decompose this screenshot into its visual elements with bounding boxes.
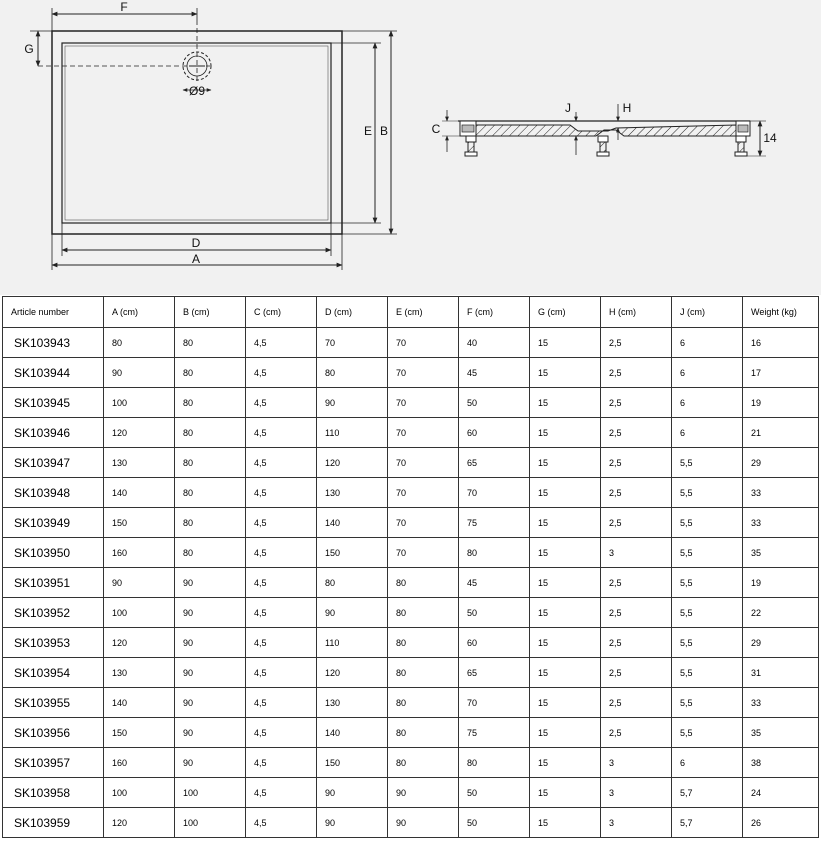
dim-a-label: A bbox=[191, 252, 201, 266]
cell-article-number: SK103943 bbox=[3, 328, 104, 358]
column-header-weight: Weight (kg) bbox=[743, 297, 819, 328]
dim-c-label: C bbox=[431, 122, 441, 136]
cell-j: 6 bbox=[672, 328, 743, 358]
dim-g-label: G bbox=[24, 42, 34, 56]
cell-c: 4,5 bbox=[246, 568, 317, 598]
cell-a: 100 bbox=[104, 778, 175, 808]
cell-d: 80 bbox=[317, 358, 388, 388]
tray-right-lip bbox=[738, 125, 748, 132]
cell-a: 150 bbox=[104, 508, 175, 538]
cell-f: 75 bbox=[459, 718, 530, 748]
cell-h: 2,5 bbox=[601, 328, 672, 358]
cell-d: 120 bbox=[317, 448, 388, 478]
cell-e: 70 bbox=[388, 418, 459, 448]
cell-a: 140 bbox=[104, 688, 175, 718]
cell-h: 2,5 bbox=[601, 448, 672, 478]
cell-f: 50 bbox=[459, 388, 530, 418]
table-row bbox=[3, 388, 819, 418]
cell-article-number: SK103957 bbox=[3, 748, 104, 778]
cell-e: 80 bbox=[388, 718, 459, 748]
leg-left bbox=[465, 136, 477, 156]
leg-right bbox=[735, 136, 747, 156]
dim-e-label: E bbox=[363, 124, 373, 138]
cell-f: 45 bbox=[459, 358, 530, 388]
cell-h: 2,5 bbox=[601, 358, 672, 388]
cell-g: 15 bbox=[530, 328, 601, 358]
cell-article-number: SK103959 bbox=[3, 808, 104, 838]
dim-j-label: J bbox=[565, 101, 571, 115]
cell-c: 4,5 bbox=[246, 748, 317, 778]
cell-j: 5,5 bbox=[672, 478, 743, 508]
dim-drain-diameter-label: Ø9 bbox=[188, 84, 206, 98]
table-row bbox=[3, 718, 819, 748]
cell-c: 4,5 bbox=[246, 598, 317, 628]
specification-table bbox=[2, 296, 819, 838]
cell-h: 2,5 bbox=[601, 568, 672, 598]
cell-g: 15 bbox=[530, 388, 601, 418]
cell-f: 70 bbox=[459, 478, 530, 508]
cell-a: 160 bbox=[104, 748, 175, 778]
cell-g: 15 bbox=[530, 748, 601, 778]
cell-weight: 26 bbox=[743, 808, 819, 838]
table-row bbox=[3, 358, 819, 388]
dim-f-label: F bbox=[120, 0, 128, 14]
cell-a: 140 bbox=[104, 478, 175, 508]
cell-a: 160 bbox=[104, 538, 175, 568]
cell-weight: 16 bbox=[743, 328, 819, 358]
cell-f: 40 bbox=[459, 328, 530, 358]
cell-g: 15 bbox=[530, 598, 601, 628]
column-header-a: A (cm) bbox=[104, 297, 175, 328]
cell-f: 75 bbox=[459, 508, 530, 538]
cell-article-number: SK103952 bbox=[3, 598, 104, 628]
cell-article-number: SK103946 bbox=[3, 418, 104, 448]
cell-e: 70 bbox=[388, 448, 459, 478]
cell-weight: 21 bbox=[743, 418, 819, 448]
table-row bbox=[3, 328, 819, 358]
column-header-b: B (cm) bbox=[175, 297, 246, 328]
cell-a: 80 bbox=[104, 328, 175, 358]
cell-article-number: SK103949 bbox=[3, 508, 104, 538]
cell-j: 5,5 bbox=[672, 508, 743, 538]
cell-e: 70 bbox=[388, 508, 459, 538]
tray-left-lip bbox=[462, 125, 474, 132]
cell-c: 4,5 bbox=[246, 688, 317, 718]
cell-weight: 35 bbox=[743, 538, 819, 568]
cell-e: 70 bbox=[388, 358, 459, 388]
cell-h: 3 bbox=[601, 748, 672, 778]
cell-weight: 33 bbox=[743, 478, 819, 508]
tray-section-hatch bbox=[476, 125, 736, 136]
cell-j: 5,5 bbox=[672, 688, 743, 718]
side-view bbox=[432, 101, 777, 156]
cell-b: 80 bbox=[175, 358, 246, 388]
cell-f: 65 bbox=[459, 658, 530, 688]
cell-g: 15 bbox=[530, 478, 601, 508]
table-header-row bbox=[3, 297, 819, 328]
cell-d: 110 bbox=[317, 628, 388, 658]
cell-b: 90 bbox=[175, 568, 246, 598]
cell-article-number: SK103956 bbox=[3, 718, 104, 748]
cell-b: 80 bbox=[175, 328, 246, 358]
cell-g: 15 bbox=[530, 778, 601, 808]
cell-e: 80 bbox=[388, 748, 459, 778]
leg-middle bbox=[597, 136, 609, 156]
cell-a: 150 bbox=[104, 718, 175, 748]
cell-article-number: SK103948 bbox=[3, 478, 104, 508]
cell-j: 6 bbox=[672, 748, 743, 778]
table-row bbox=[3, 628, 819, 658]
cell-b: 80 bbox=[175, 478, 246, 508]
cell-weight: 35 bbox=[743, 718, 819, 748]
cell-j: 5,5 bbox=[672, 658, 743, 688]
table-row bbox=[3, 478, 819, 508]
cell-h: 3 bbox=[601, 808, 672, 838]
cell-d: 90 bbox=[317, 778, 388, 808]
cell-f: 80 bbox=[459, 538, 530, 568]
cell-h: 2,5 bbox=[601, 628, 672, 658]
cell-f: 60 bbox=[459, 628, 530, 658]
cell-weight: 29 bbox=[743, 628, 819, 658]
cell-weight: 33 bbox=[743, 688, 819, 718]
cell-d: 140 bbox=[317, 718, 388, 748]
table-row bbox=[3, 448, 819, 478]
cell-g: 15 bbox=[530, 688, 601, 718]
cell-g: 15 bbox=[530, 508, 601, 538]
cell-d: 90 bbox=[317, 808, 388, 838]
column-header-d: D (cm) bbox=[317, 297, 388, 328]
cell-h: 2,5 bbox=[601, 598, 672, 628]
cell-f: 70 bbox=[459, 688, 530, 718]
cell-a: 130 bbox=[104, 658, 175, 688]
column-header-e: E (cm) bbox=[388, 297, 459, 328]
cell-e: 90 bbox=[388, 808, 459, 838]
cell-article-number: SK103958 bbox=[3, 778, 104, 808]
cell-e: 70 bbox=[388, 538, 459, 568]
cell-j: 5,5 bbox=[672, 718, 743, 748]
cell-a: 130 bbox=[104, 448, 175, 478]
cell-d: 130 bbox=[317, 688, 388, 718]
cell-e: 80 bbox=[388, 628, 459, 658]
cell-j: 6 bbox=[672, 388, 743, 418]
cell-weight: 22 bbox=[743, 598, 819, 628]
cell-b: 90 bbox=[175, 598, 246, 628]
cell-g: 15 bbox=[530, 418, 601, 448]
cell-b: 90 bbox=[175, 628, 246, 658]
cell-a: 90 bbox=[104, 568, 175, 598]
cell-j: 5,5 bbox=[672, 448, 743, 478]
table-body bbox=[3, 328, 819, 838]
cell-g: 15 bbox=[530, 808, 601, 838]
cell-h: 2,5 bbox=[601, 478, 672, 508]
cell-e: 80 bbox=[388, 688, 459, 718]
cell-weight: 33 bbox=[743, 508, 819, 538]
cell-h: 2,5 bbox=[601, 718, 672, 748]
cell-weight: 31 bbox=[743, 658, 819, 688]
cell-g: 15 bbox=[530, 568, 601, 598]
cell-j: 5,5 bbox=[672, 568, 743, 598]
cell-h: 2,5 bbox=[601, 688, 672, 718]
cell-weight: 19 bbox=[743, 388, 819, 418]
cell-article-number: SK103944 bbox=[3, 358, 104, 388]
dim-height-label: 14 bbox=[763, 131, 777, 145]
cell-f: 60 bbox=[459, 418, 530, 448]
cell-a: 100 bbox=[104, 598, 175, 628]
cell-b: 80 bbox=[175, 388, 246, 418]
cell-h: 3 bbox=[601, 778, 672, 808]
cell-b: 90 bbox=[175, 658, 246, 688]
cell-j: 5,7 bbox=[672, 778, 743, 808]
cell-g: 15 bbox=[530, 358, 601, 388]
cell-d: 110 bbox=[317, 418, 388, 448]
cell-weight: 24 bbox=[743, 778, 819, 808]
cell-j: 5,7 bbox=[672, 808, 743, 838]
column-header-h: H (cm) bbox=[601, 297, 672, 328]
cell-article-number: SK103950 bbox=[3, 538, 104, 568]
column-header-c: C (cm) bbox=[246, 297, 317, 328]
tray-inner-rim bbox=[65, 46, 328, 220]
cell-article-number: SK103947 bbox=[3, 448, 104, 478]
cell-a: 120 bbox=[104, 628, 175, 658]
cell-b: 90 bbox=[175, 718, 246, 748]
cell-weight: 29 bbox=[743, 448, 819, 478]
cell-a: 120 bbox=[104, 418, 175, 448]
column-header-article-number: Article number bbox=[3, 297, 104, 328]
table-row bbox=[3, 598, 819, 628]
cell-c: 4,5 bbox=[246, 388, 317, 418]
cell-e: 70 bbox=[388, 478, 459, 508]
table-row bbox=[3, 748, 819, 778]
cell-c: 4,5 bbox=[246, 328, 317, 358]
cell-d: 130 bbox=[317, 478, 388, 508]
dim-d-label: D bbox=[191, 236, 201, 250]
table-row bbox=[3, 778, 819, 808]
cell-f: 65 bbox=[459, 448, 530, 478]
cell-f: 50 bbox=[459, 598, 530, 628]
column-header-j: J (cm) bbox=[672, 297, 743, 328]
cell-c: 4,5 bbox=[246, 448, 317, 478]
cell-a: 100 bbox=[104, 388, 175, 418]
cell-b: 90 bbox=[175, 688, 246, 718]
cell-d: 80 bbox=[317, 568, 388, 598]
cell-d: 120 bbox=[317, 658, 388, 688]
cell-b: 80 bbox=[175, 508, 246, 538]
technical-drawing bbox=[0, 0, 821, 295]
cell-g: 15 bbox=[530, 628, 601, 658]
cell-j: 6 bbox=[672, 418, 743, 448]
cell-h: 3 bbox=[601, 538, 672, 568]
cell-c: 4,5 bbox=[246, 508, 317, 538]
dim-h-label: H bbox=[622, 101, 632, 115]
cell-b: 90 bbox=[175, 748, 246, 778]
cell-d: 140 bbox=[317, 508, 388, 538]
cell-c: 4,5 bbox=[246, 538, 317, 568]
cell-c: 4,5 bbox=[246, 718, 317, 748]
cell-h: 2,5 bbox=[601, 388, 672, 418]
cell-h: 2,5 bbox=[601, 418, 672, 448]
cell-g: 15 bbox=[530, 448, 601, 478]
table-row bbox=[3, 808, 819, 838]
cell-c: 4,5 bbox=[246, 358, 317, 388]
cell-j: 5,5 bbox=[672, 598, 743, 628]
cell-g: 15 bbox=[530, 538, 601, 568]
cell-j: 5,5 bbox=[672, 538, 743, 568]
cell-f: 45 bbox=[459, 568, 530, 598]
table-row bbox=[3, 658, 819, 688]
cell-e: 70 bbox=[388, 328, 459, 358]
technical-drawing-area bbox=[0, 0, 821, 295]
cell-article-number: SK103955 bbox=[3, 688, 104, 718]
cell-c: 4,5 bbox=[246, 478, 317, 508]
cell-f: 50 bbox=[459, 808, 530, 838]
cell-e: 80 bbox=[388, 658, 459, 688]
top-view bbox=[24, 0, 397, 270]
cell-g: 15 bbox=[530, 718, 601, 748]
cell-a: 120 bbox=[104, 808, 175, 838]
column-header-f: F (cm) bbox=[459, 297, 530, 328]
cell-h: 2,5 bbox=[601, 658, 672, 688]
cell-h: 2,5 bbox=[601, 508, 672, 538]
cell-c: 4,5 bbox=[246, 778, 317, 808]
cell-d: 70 bbox=[317, 328, 388, 358]
cell-b: 80 bbox=[175, 538, 246, 568]
cell-f: 50 bbox=[459, 778, 530, 808]
cell-article-number: SK103945 bbox=[3, 388, 104, 418]
cell-j: 5,5 bbox=[672, 628, 743, 658]
cell-e: 80 bbox=[388, 568, 459, 598]
cell-e: 80 bbox=[388, 598, 459, 628]
cell-b: 100 bbox=[175, 808, 246, 838]
cell-b: 80 bbox=[175, 448, 246, 478]
cell-a: 90 bbox=[104, 358, 175, 388]
cell-c: 4,5 bbox=[246, 628, 317, 658]
table-row bbox=[3, 418, 819, 448]
cell-c: 4,5 bbox=[246, 658, 317, 688]
tray-inner-outline bbox=[62, 43, 331, 223]
column-header-g: G (cm) bbox=[530, 297, 601, 328]
cell-b: 80 bbox=[175, 418, 246, 448]
cell-weight: 19 bbox=[743, 568, 819, 598]
table-row bbox=[3, 508, 819, 538]
cell-g: 15 bbox=[530, 658, 601, 688]
cell-article-number: SK103954 bbox=[3, 658, 104, 688]
table-row bbox=[3, 568, 819, 598]
cell-f: 80 bbox=[459, 748, 530, 778]
table-row bbox=[3, 538, 819, 568]
cell-d: 150 bbox=[317, 538, 388, 568]
cell-c: 4,5 bbox=[246, 808, 317, 838]
dim-b-label: B bbox=[379, 124, 389, 138]
cell-d: 90 bbox=[317, 388, 388, 418]
cell-weight: 17 bbox=[743, 358, 819, 388]
cell-e: 70 bbox=[388, 388, 459, 418]
cell-e: 90 bbox=[388, 778, 459, 808]
cell-article-number: SK103953 bbox=[3, 628, 104, 658]
cell-article-number: SK103951 bbox=[3, 568, 104, 598]
cell-j: 6 bbox=[672, 358, 743, 388]
cell-d: 90 bbox=[317, 598, 388, 628]
table-row bbox=[3, 688, 819, 718]
cell-b: 100 bbox=[175, 778, 246, 808]
cell-weight: 38 bbox=[743, 748, 819, 778]
cell-d: 150 bbox=[317, 748, 388, 778]
cell-c: 4,5 bbox=[246, 418, 317, 448]
